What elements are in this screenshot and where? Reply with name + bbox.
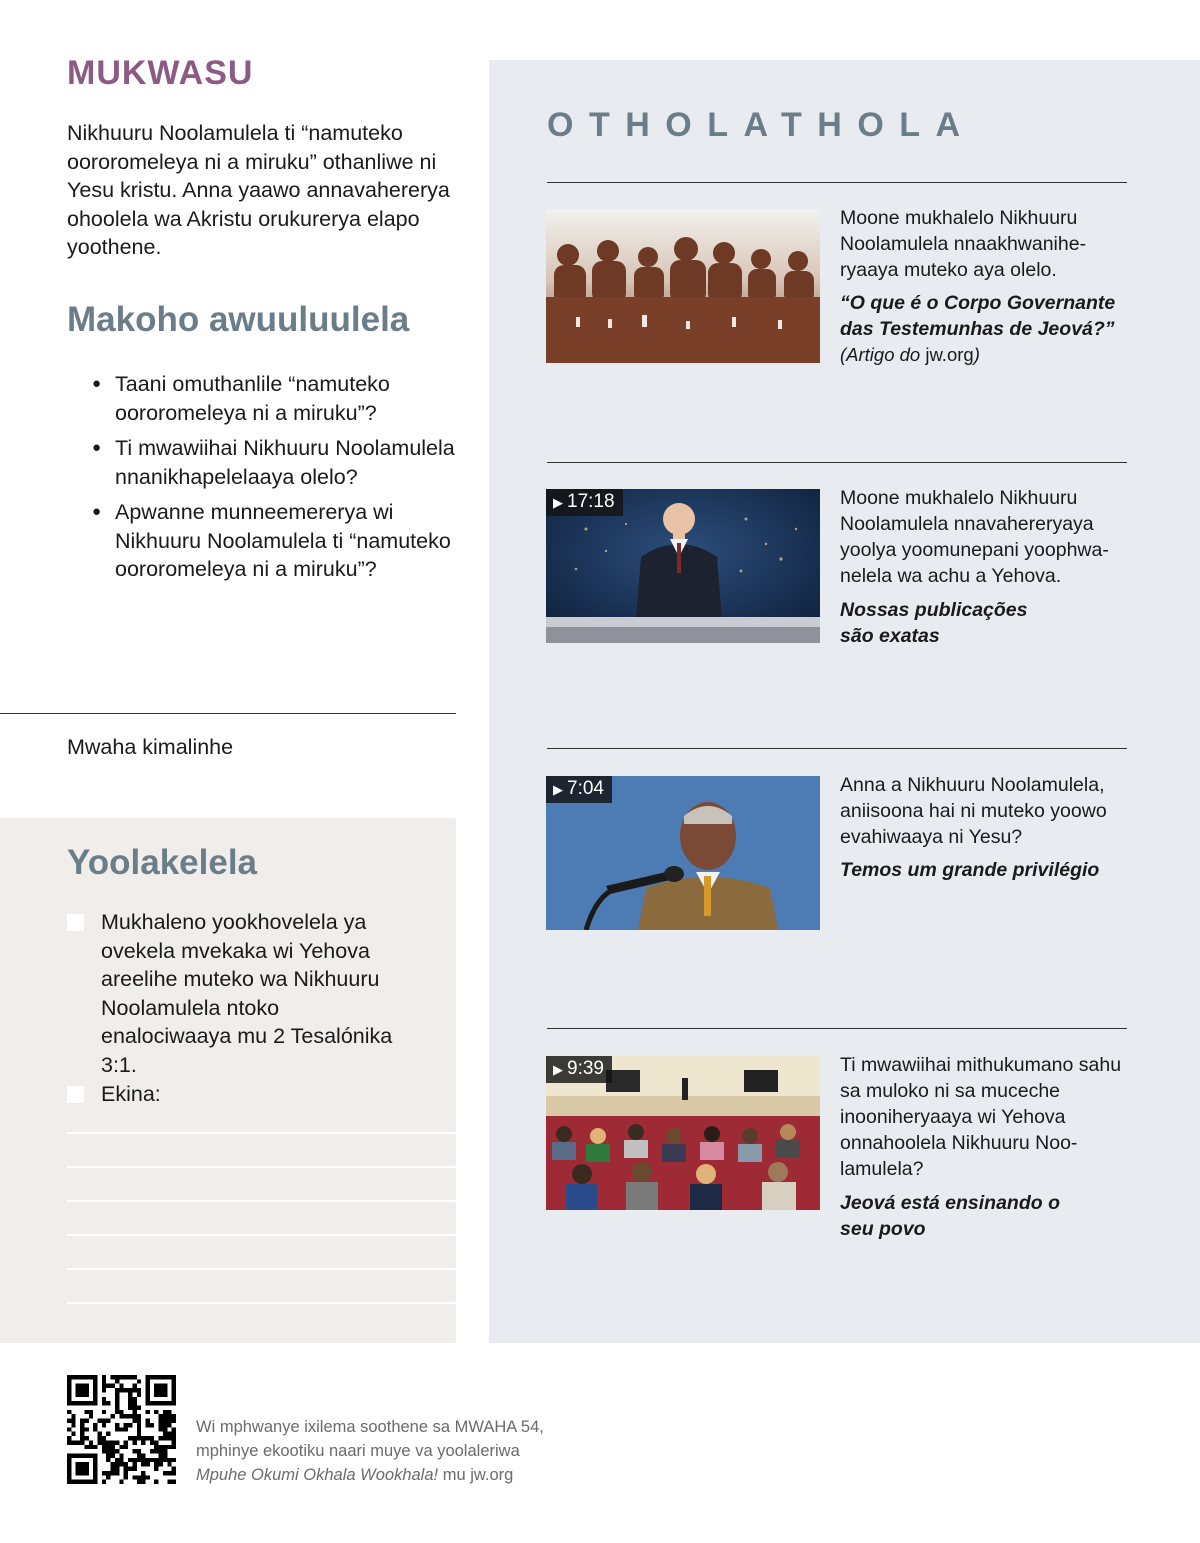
resource-link[interactable]	[840, 290, 1130, 368]
goal-item	[67, 1080, 407, 1109]
resource-title: “O que é o Corpo Governante das Testemunhas de Jeová?”	[840, 292, 1116, 340]
review-question: ● Taani omuthanlile “namuteko oororomeleya ni a miruku”?	[92, 370, 462, 427]
book-title: Mpuhe Okumi Okhala Wookhala!	[196, 1466, 439, 1484]
video-thumbnail[interactable]	[546, 489, 820, 643]
section-divider	[0, 713, 456, 714]
goal-checkbox[interactable]	[67, 914, 84, 931]
video-duration: 9:39	[567, 1058, 604, 1079]
resource-divider	[547, 182, 1127, 183]
goal-item-label: Ekina:	[101, 1082, 161, 1106]
video-duration-badge	[546, 1056, 612, 1083]
footer-line	[196, 1463, 616, 1487]
writing-line[interactable]	[67, 1268, 456, 1270]
source-label: Artigo do	[846, 344, 921, 365]
review-question: ● Apwanne munneemererya wi Nikhuuru Noolamulela ti “namuteko oororomeleya ni a miruku”?	[92, 498, 462, 584]
resource-description: Ti mwawiihai mithukumano sahu sa muloko ni sa muceche inooniheryaaya wi Yehova onnahoolela Nikhuuru Noolamulela?	[840, 1054, 1122, 1180]
goal-item	[67, 908, 407, 1079]
article-thumbnail[interactable]	[546, 209, 820, 363]
qr-code-icon[interactable]	[67, 1375, 176, 1484]
footer-line: mphinye ekootiku naari muye va yoolaleriwa	[196, 1442, 520, 1460]
qr-code-graphic	[67, 1375, 176, 1484]
goal-item-label: Mukhaleno yookhovelela ya ovekela mvekaka wi Yehova areelihe muteko wa Nikhuuru Noolamulela ntoko enalociwaaya mu 2 Tesalónika 3:1.	[101, 910, 393, 1077]
resource-title[interactable]: Nossas publicações são exatas	[840, 599, 1028, 647]
resource-divider	[547, 462, 1127, 463]
find-out-more-heading: OTHOLATHOLA	[547, 106, 976, 144]
play-icon: ▶	[553, 495, 563, 510]
writing-line[interactable]	[67, 1166, 456, 1168]
review-questions-list	[92, 370, 462, 591]
resource-description: Moone mukhalelo Nikhuuru Noolamulela nnavahereryaya yoolya yoomunepani yoophwanelela wa achu a Yehova.	[840, 487, 1109, 587]
video-duration: 7:04	[567, 778, 604, 799]
video-thumbnail[interactable]	[546, 776, 820, 930]
footer-instructions	[196, 1415, 616, 1487]
video-duration: 17:18	[567, 491, 615, 512]
footer-line: Wi mphwanye ixilema soothene sa MWAHA 54,	[196, 1418, 544, 1436]
play-icon: ▶	[553, 782, 563, 797]
video-duration-badge	[546, 489, 623, 516]
governing-body-silhouette-image	[546, 209, 820, 363]
source-site: jw.org	[925, 344, 974, 365]
writing-line[interactable]	[67, 1234, 456, 1236]
writing-line[interactable]	[67, 1302, 456, 1304]
footer-site: mu jw.org	[438, 1466, 514, 1484]
review-question: ● Ti mwawiihai Nikhuuru Noolamulela nnanikhapelelaaya olelo?	[92, 434, 462, 491]
review-heading: Makoho awuuluulela	[67, 300, 410, 339]
summary-text: Nikhuuru Noolamulela ti “namuteko oororomeleya ni a miruku” othanliwe ni Yesu kristu. Anna yaawo annavahererya ohoolela wa Akristu orukurerya elapo yoothene.	[67, 121, 450, 259]
video-thumbnail[interactable]	[546, 1056, 820, 1210]
resource-divider	[547, 1028, 1127, 1029]
resource-title[interactable]: Temos um grande privilégio	[840, 859, 1100, 881]
resource-description: Moone mukhalelo Nikhuuru Noolamulela nnaakhwaniheryaaya muteko aya olelo.	[840, 207, 1087, 281]
goal-checkbox[interactable]	[67, 1086, 84, 1103]
writing-line[interactable]	[67, 1132, 456, 1134]
resource-title[interactable]: Jeová está ensinando o seu povo	[840, 1192, 1060, 1240]
writing-line[interactable]	[67, 1200, 456, 1202]
completion-note: Mwaha kimalinhe	[67, 735, 234, 759]
video-duration-badge	[546, 776, 612, 803]
resource-source: (Artigo do jw.org)	[840, 344, 980, 365]
resource-divider	[547, 748, 1127, 749]
goal-heading: Yoolakelela	[67, 843, 258, 882]
play-icon: ▶	[553, 1062, 563, 1077]
summary-heading: MUKWASU	[67, 54, 254, 92]
resource-description: Anna a Nikhuuru Noolamulela, aniisoona hai ni muteko yoowo evahiwaaya ni Yesu?	[840, 774, 1107, 848]
